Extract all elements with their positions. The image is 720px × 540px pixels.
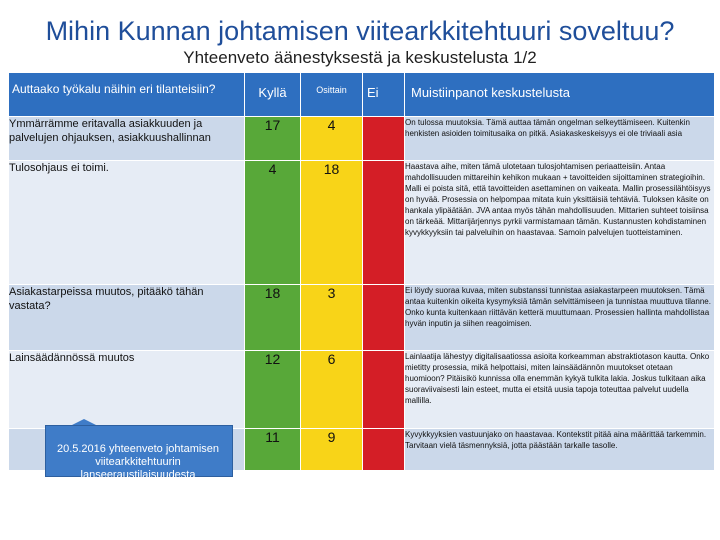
row-no-cell (363, 429, 405, 471)
row-yes-count: 12 (245, 351, 301, 429)
column-header-yes: Kyllä (245, 73, 301, 117)
row-partial-count: 6 (301, 351, 363, 429)
row-question: Asiakastarpeissa muutos, pitääkö tähän vastata? (9, 285, 245, 351)
summary-table (8, 72, 715, 471)
table-row (9, 117, 715, 161)
slide-subtitle: Yhteenveto äänestyksestä ja keskustelusta 1/2 (183, 48, 537, 67)
row-no-cell (363, 117, 405, 161)
column-header-notes: Muistiinpanot keskustelusta (405, 73, 715, 117)
row-yes-count: 18 (245, 285, 301, 351)
table-row (9, 161, 715, 285)
header-row (9, 73, 715, 117)
date-callout-text: 20.5.2016 yhteenveto johtamisen viitearkkitehtuurin lanseeraustilaisuudesta (56, 443, 220, 481)
column-header-no: Ei (363, 73, 405, 117)
row-yes-count: 17 (245, 117, 301, 161)
row-question: Lainsäädännössä muutos (9, 351, 245, 429)
row-yes-count: 11 (245, 429, 301, 471)
slide-title: Mihin Kunnan johtamisen viitearkkitehtuuri soveltuu? (45, 16, 675, 46)
row-partial-count: 4 (301, 117, 363, 161)
column-header-partial: Osittain (301, 73, 363, 117)
row-question: Tulosohjaus ei toimi. (9, 161, 245, 285)
row-no-cell (363, 161, 405, 285)
row-notes: On tulossa muutoksia. Tämä auttaa tämän ongelman selkeyttämiseen. Kuitenkin henkisten asioiden toimitusaika on pitkä. Asiakaskeskeisyys ei ole triviaali asia (405, 117, 715, 161)
row-partial-count: 18 (301, 161, 363, 285)
table-row (9, 285, 715, 351)
row-notes: Lainlaatija lähestyy digitalisaatiossa asioita korkeamman abstraktiotason kautta. Onko mietitty prosessia, mikä helpottaisi, miten lainsäädännön muutokset otetaan huomioon? Pitäisikö kunnissa olla enemmän kykyä tulkita lakia. Joskus tulkitaan aika suoraviivaisesti lain esteet, mutta ei etsitä uusia tapoja toteuttaa palvelut uudella mallilla. (405, 351, 715, 429)
row-no-cell (363, 351, 405, 429)
column-header-question: Auttaako työkalu näihin eri tilanteisiin? (9, 73, 245, 117)
row-partial-count: 3 (301, 285, 363, 351)
row-partial-count: 9 (301, 429, 363, 471)
row-yes-count: 4 (245, 161, 301, 285)
row-notes: Ei löydy suoraa kuvaa, miten substanssi tunnistaa asiakastarpeen muutoksen. Tämä antaa kuitenkin oikeita kysymyksiä tämän selvittämiseen ja tunnistaa muuttuva tilanne. Onko kunta kuitenkaan riittävän ketterä muuttumaan. Prosessien hallinta mahdollistaa hyvän inputin ja siihen reagoimisen. (405, 285, 715, 351)
row-notes: Kyvykkyyksien vastuunjako on haastavaa. Kontekstit pitää aina määrittää tarkemmin. Tarvitaan vielä täsmennyksiä, jotta päästään tarkalle tasolle. (405, 429, 715, 471)
row-notes: Haastava aihe, miten tämä ulotetaan tulosjohtamisen periaatteisiin. Antaa mahdollisuuden mittareihin kehikon mukaan + tavoitteiden sijoittaminen strategioihin. Malli ei poista sitä, että tavoitteiden asettaminen on vaikeata. Mallin prosessilähtöisyys on hyvää. Prosessia on helpompaa mitata kuin yksittäisiä tehtäviä. Tuloksen käsite on hankala ylipäätään. JVA antaa myös tähän mahdollisuuden. Mittarien suhteet toisiinsa on tärkeää. Mittarijärjennys pyrkii varmistamaan tämän. Kustannusten kohdistaminen kyvykkyyksiin tai palveluihin on haastavaa. Samoin palvelujen tuotteistaminen. (405, 161, 715, 285)
row-question: Ymmärrämme eritavalla asiakkuuden ja palvelujen ohjauksen, asiakkuushallinnan (9, 117, 245, 161)
table-row (9, 351, 715, 429)
row-no-cell (363, 285, 405, 351)
